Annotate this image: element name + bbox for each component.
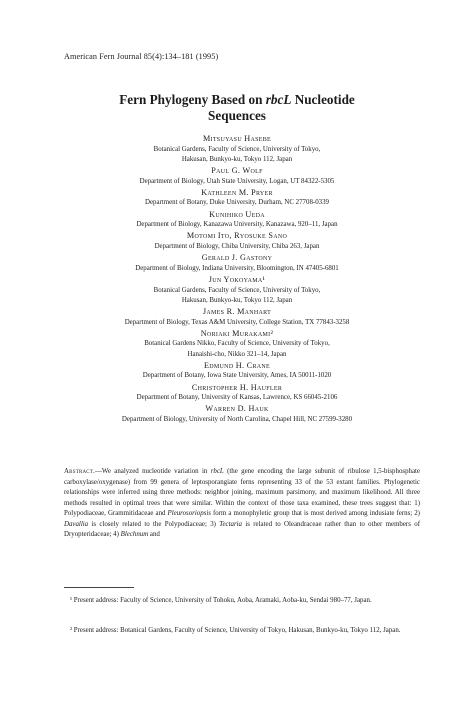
author-affiliation: Department of Biology, University of North Carolina, Chapel Hill, NC 27599-3280 [121, 415, 353, 423]
title-line-1 [0, 92, 474, 108]
author-affiliation: Department of Botany, University of Kansas, Lawrence, KS 66045-2106 [136, 394, 338, 402]
paper-title [0, 92, 474, 124]
footnote-divider [64, 587, 134, 588]
author-name: Christopher H. Haufler [191, 382, 283, 392]
abstract-label: Abstract. [64, 468, 96, 475]
journal-citation: American Fern Journal 85(4):134–181 (1995) [64, 52, 219, 61]
footnote-1: ¹ Present address: Faculty of Science, University of Tohoku, Aoba, Aramaki, Aoba-ku, Sendai 980–77, Japan. [70, 597, 372, 604]
footnote-2: ² Present address: Botanical Gardens, Faculty of Science, University of Tokyo, Hakusan, Bunkyo-ku, Tokyo 112, Japan. [70, 627, 401, 634]
author-name: Paul G. Wolf [211, 166, 263, 175]
author-block [0, 133, 474, 165]
abstract-text: form a monophyletic group that is most derived among indusiate ferns; 2) [210, 510, 420, 517]
author-affiliation: Department of Biology, Indiana University, Bloomington, IN 47405-6801 [135, 264, 339, 272]
genus-name: Blechnum [120, 531, 149, 538]
author-name: Gerald J. Gastony [201, 253, 273, 263]
author-block [0, 165, 474, 187]
author-list [0, 133, 474, 425]
author-block [0, 274, 474, 306]
author-name: Kathleen M. Pryer [201, 187, 273, 197]
author-name: Mitsuyasu Hasebe [202, 134, 272, 143]
genus-name: Tectaria [219, 520, 242, 528]
abstract-text: is related to Oleandraceae rather than to other members of Dryopteridaceae; 4) [64, 520, 420, 538]
author-block [0, 252, 474, 274]
author-name: Jun Yokoyama¹ [208, 274, 266, 284]
title-gene: rbcL [265, 92, 292, 107]
abstract-text: is closely related to the Polypodiaceae; 3) [88, 520, 220, 528]
author-name: Motomi Ito, Ryosuke Sano [186, 231, 288, 241]
author-block [0, 306, 474, 328]
author-name: Noriaki Murakami² [200, 328, 274, 338]
author-affiliation: Department of Biology, Kanazawa University, Kanazawa, 920–11, Japan [136, 221, 338, 229]
author-affiliation: Department of Biology, Texas A&M University, College Station, TX 77843-3258 [124, 318, 350, 326]
genus-name: Pleurosoriopsis [167, 510, 211, 517]
author-affiliation: Botanical Gardens, Faculty of Science, University of Tokyo, [153, 145, 321, 153]
author-affiliation: Botanical Gardens, Faculty of Science, University of Tokyo, [153, 286, 321, 294]
genus-name: Davallia [64, 520, 89, 528]
abstract-text: (the gene encoding the large subunit of ribulose 1,5-bisphosphate carboxylase/oxygenase) from 99 genera of leptosporangiate ferns representing 33 of the 53 extant families. Phylogenetic relationships were inferred using three methods: neighbor joining, maximum parsimony, and maximum likelihood. All three methods resulted in optimal trees that were similar. Within the context of those taxa examined, these trees suggest that: 1) Polypodiaceae, Grammitidaceae and [64, 468, 420, 517]
author-affiliation: Botanical Gardens Nikko, Faculty of Science, University of Tokyo, [144, 340, 330, 348]
author-affiliation: Hakusan, Bunkyo-ku, Tokyo 112, Japan [181, 296, 293, 304]
author-affiliation: Department of Biology, Chiba University, Chiba 263, Japan [154, 242, 320, 250]
author-block [0, 328, 474, 360]
author-block [0, 230, 474, 252]
title-part-1: Fern Phylogeny Based on [119, 92, 266, 107]
author-affiliation: Hanaishi-cho, Nikko 321–14, Japan [187, 350, 287, 358]
author-name: James R. Manhart [202, 306, 272, 316]
abstract-text: and [148, 531, 160, 538]
gene-name: rbcL [210, 468, 224, 475]
author-name: Edmund H. Crane [203, 360, 270, 370]
author-name: Kunihiko Ueda [209, 209, 265, 219]
author-block [0, 403, 474, 425]
author-block [0, 187, 474, 209]
abstract-text: —We analyzed nucleotide variation in [95, 468, 211, 475]
title-part-2: Nucleotide [291, 92, 355, 107]
abstract-paragraph [64, 467, 420, 541]
author-affiliation: Department of Biology, Utah State University, Logan, UT 84322-5305 [139, 177, 335, 185]
author-block [0, 382, 474, 404]
author-block [0, 209, 474, 231]
author-affiliation: Department of Botany, Iowa State University, Ames, IA 50011-1020 [142, 372, 332, 380]
author-name: Warren D. Hauk [205, 404, 269, 414]
title-line-2: Sequences [208, 108, 266, 123]
author-block [0, 360, 474, 382]
author-affiliation: Department of Botany, Duke University, Durham, NC 27708-0339 [145, 199, 329, 207]
author-affiliation: Hakusan, Bunkyo-ku, Tokyo 112, Japan [181, 155, 293, 163]
